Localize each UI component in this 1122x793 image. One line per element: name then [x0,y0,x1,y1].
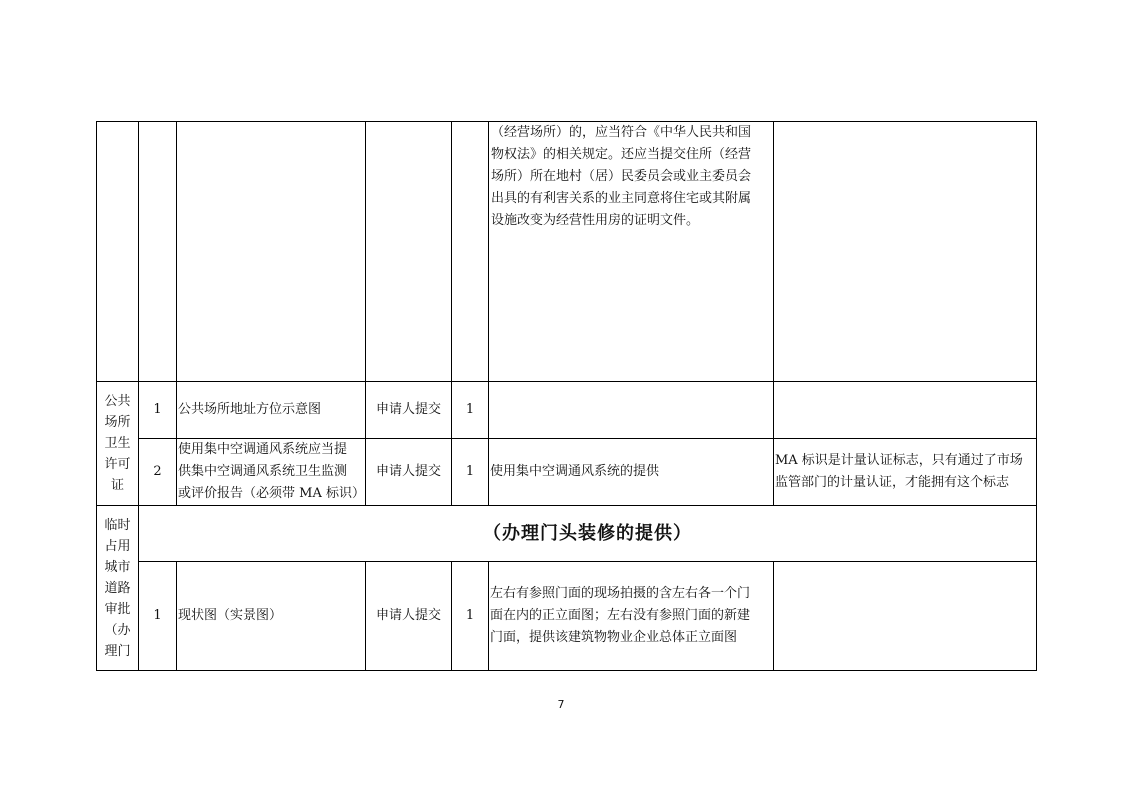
section-title: （办理门头装修的提供） [139,506,1037,562]
table-row [97,439,1037,506]
remark-cell [773,382,1036,439]
page-number: 7 [557,698,565,711]
requirement-line: 物权法》的相关规定。还应当提交住所（经营 [490,147,751,162]
material-line: 公共场所地址方位示意图 [178,402,322,417]
remark-cell [773,439,1036,506]
category-line: 证 [110,478,124,493]
remark-cell [773,562,1036,671]
material-line: 使用集中空调通风系统应当提 [178,442,348,457]
source-cell [365,122,451,382]
material-cell [177,122,366,382]
seq-cell: 2 [139,439,177,506]
category-cell [97,122,139,382]
remark-line: 监管部门的计量认证，才能拥有这个标志 [774,475,1009,490]
material-line: 现状图（实景图） [178,608,283,623]
material-line: 或评价报告（必须带 MA 标识） [178,486,365,501]
requirement-line: 门面，提供该建筑物物业企业总体正立面图 [489,630,737,645]
material-cell [177,382,366,439]
remark-line: MA 标识是计量认证标志，只有通过了市场 [774,453,1023,468]
category-line: 城市 [104,559,131,575]
source-cell: 申请人提交 [365,382,451,439]
copies-cell: 1 [451,562,488,671]
category-line: 道路 [104,580,131,596]
material-cell [177,562,366,671]
requirement-line: 出具的有利害关系的业主同意将住宅或其附属 [490,191,751,206]
seq-cell: 1 [139,382,177,439]
requirement-line: （经营场所）的，应当符合《中华人民共和国 [490,125,751,140]
requirement-cell [488,382,773,439]
copies-cell [451,122,488,382]
seq-cell [139,122,177,382]
category-line: 公共 [104,394,131,409]
requirement-cell [488,122,773,382]
category-line: 理门 [104,643,131,659]
requirement-line: 设施改变为经营性用房的证明文件。 [490,213,699,228]
category-line: 场所 [104,415,131,430]
category-line: 审批 [104,601,131,617]
category-line: 许可 [104,457,131,472]
requirement-line: 左右有参照门面的现场拍摄的含左右各一个门 [489,586,750,601]
copies-cell: 1 [451,439,488,506]
category-cell-road-approval [97,506,139,671]
category-line: 临时 [104,517,131,533]
table-row [97,122,1037,382]
requirement-line: 使用集中空调通风系统的提供 [489,464,659,479]
requirement-cell [488,439,773,506]
requirement-cell [488,562,773,671]
remark-cell [773,122,1036,382]
source-cell: 申请人提交 [365,562,451,671]
category-line: （办 [104,622,131,638]
requirements-table [96,121,1037,671]
table-row [97,506,1037,562]
category-line: 占用 [104,538,131,554]
material-cell [177,439,366,506]
category-line: 卫生 [104,436,131,451]
category-cell-hygiene-permit [97,382,139,506]
requirement-line: 场所）所在地村（居）民委员会或业主委员会 [490,169,751,184]
seq-cell: 1 [139,562,177,671]
copies-cell: 1 [451,382,488,439]
source-cell: 申请人提交 [365,439,451,506]
requirement-line: 面在内的正立面图；左右没有参照门面的新建 [489,608,750,623]
table-row [97,382,1037,439]
table-row [97,562,1037,671]
material-line: 供集中空调通风系统卫生监测 [178,464,348,479]
